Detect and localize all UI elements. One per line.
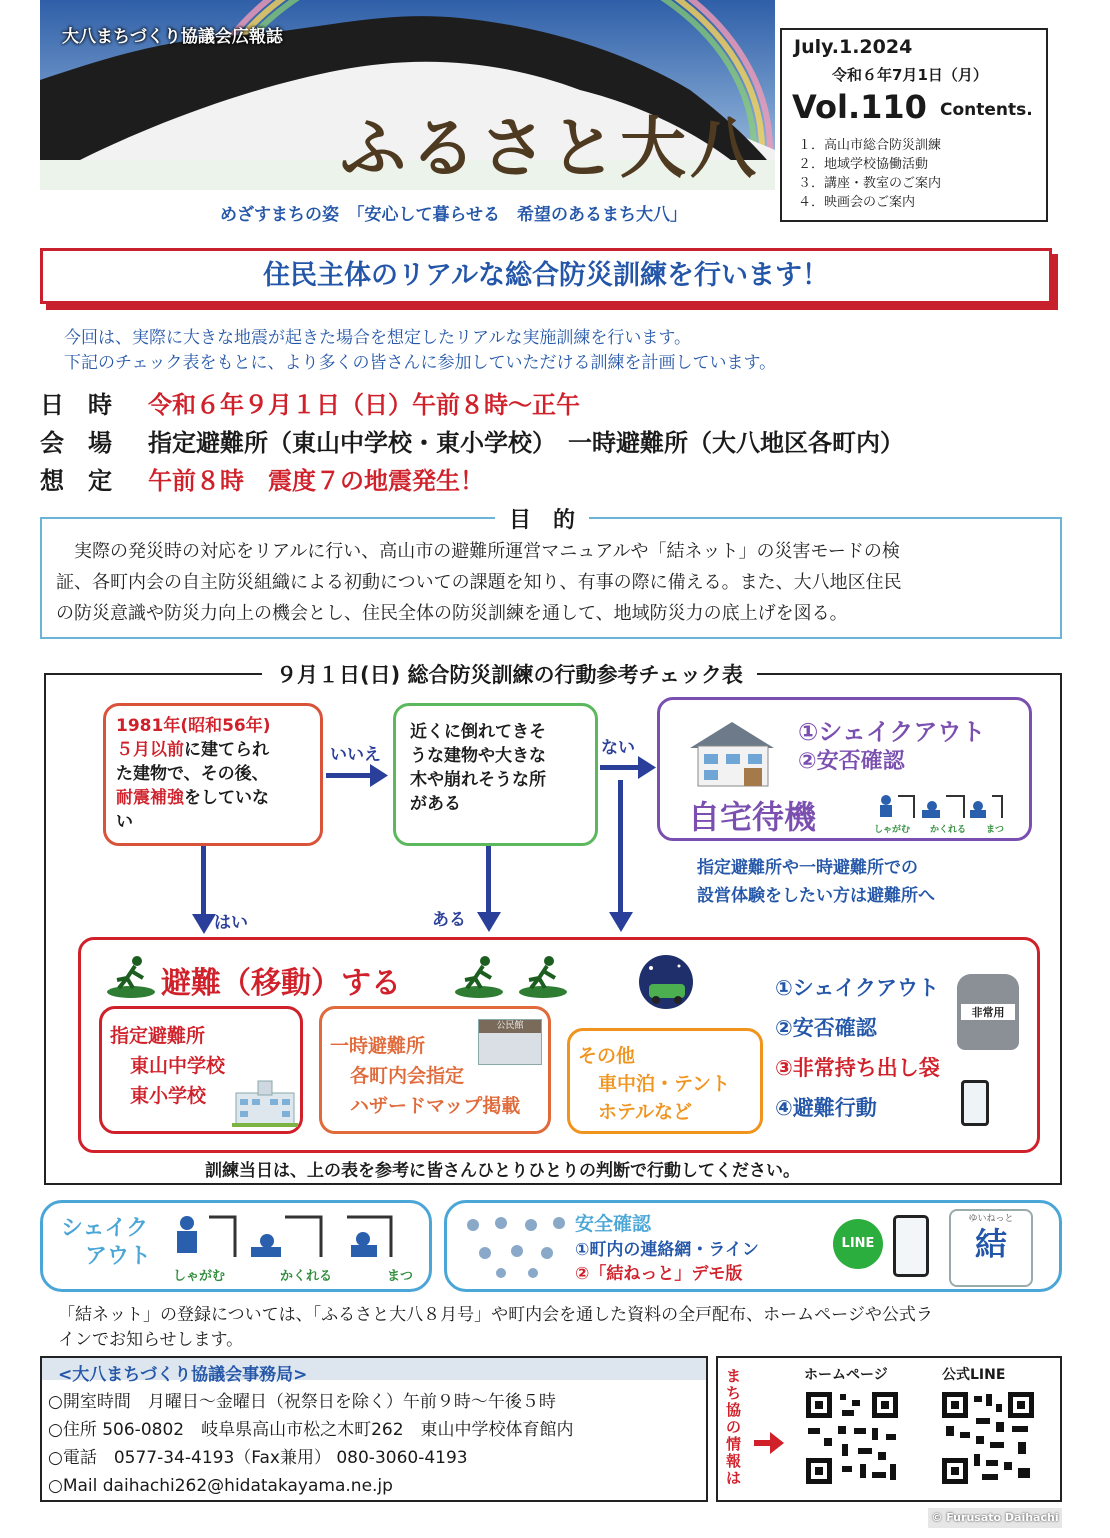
yuinet-char: 結 [974,1225,1007,1263]
home-pose-labels [874,822,1004,835]
event-info [40,386,904,500]
info-label: 日 時 [40,391,112,419]
evac-step: ④避難行動 [775,1096,877,1120]
office-address: ○住所 506-0802 岐阜県高山市松之木町262 東山中学校体育館内 [48,1420,574,1440]
contents-list [798,136,941,212]
community-hall-sign: 公民館 [479,1020,541,1033]
magazine-title: ふるさと大八 [340,109,760,187]
purpose-line: の防災意識や防災力向上の機会とし、住民全体の防災訓練を通して、地域防災力の底上げを図る。 [56,603,848,624]
pose-label: しゃがむ [173,1269,226,1284]
publisher-name: 大八まちづくり協議会広報誌 [62,27,283,47]
info-links-box [716,1356,1062,1502]
homepage-qr-code[interactable] [802,1388,902,1488]
pose-label: まつ [985,825,1004,835]
q2-line: 木や崩れそうな所 [410,770,546,790]
designated-shelter-box [99,1006,303,1134]
stay-home-box [657,697,1032,841]
slogan: めざすまちの姿 「安心して暮らせる 希望のあるまち大八」 [220,205,687,225]
shakeout-panel [40,1200,432,1292]
q1-text: た建物で、その後、 [116,764,269,784]
q1-text: い [116,812,133,832]
intro-line: 今回は、実際に大きな地震が起きた場合を想定したリアルな実施訓練を行います。 [64,328,691,348]
line-qr-code[interactable] [938,1388,1038,1488]
evacuate-title: 避難（移動）する [161,966,401,1001]
contents-item[interactable]: ２．地域学校協働活動 [798,157,929,172]
safety-line-2: ②「結ねっと」デモ版 [575,1264,743,1284]
checklist-footnote: 訓練当日は、上の表を参考に皆さんひとりひとりの判断で行動してください。 [205,1161,800,1181]
q2-line: うな建物や大きな [410,746,546,766]
issue-volume: Vol.110 [792,88,927,126]
q1-month: ５月以前 [116,740,184,760]
issue-info-box [780,28,1048,222]
q2-line: がある [410,794,461,814]
emergency-bag-icon [957,974,1019,1050]
issue-date-jp: 令和６年7月1日（月） [832,66,988,84]
office-email[interactable]: ○Mail daihachi262@hidatakayama.ne.jp [48,1476,393,1496]
contents-item[interactable]: ４．映画会のご案内 [798,195,916,210]
info-label: 会 場 [40,429,112,457]
evac-step: ②安否確認 [775,1016,877,1040]
line-label: 公式LINE [942,1367,1006,1383]
label-none: ない [601,738,635,758]
designated-school-2: 東小学校 [130,1085,207,1107]
yuinet-logo [949,1209,1033,1287]
yuinet-note-line: インでお知らせします。 [58,1330,244,1350]
purpose-line: 証、各町内会の自主防災組織による初動についての課題を知り、有事の際に備える。また、大八地区住民 [56,572,902,593]
home-step-1: ①シェイクアウト [798,718,986,746]
contents-item[interactable]: １．高山市総合防災訓練 [798,138,942,153]
copyright: © Furusato Daihachi [928,1508,1062,1528]
school-building-icon [232,1079,298,1127]
info-row-scenario [40,462,904,500]
question-hazard-nearby [393,703,598,846]
arrow-right-icon [754,1432,786,1454]
evac-step: ③非常持ち出し袋 [775,1056,940,1080]
home-step-2: ②安否確認 [798,749,905,774]
contents-label: Contents. [940,100,1033,120]
headline-banner [40,248,1052,304]
shakeout-poses-icon [167,1211,417,1261]
safety-check-panel [444,1200,1062,1292]
label-no: いいえ [330,745,381,765]
people-network-icon [461,1213,571,1279]
house-icon [686,718,778,788]
pose-label: しゃがむ [874,825,911,835]
info-links-vertical: まち協の情報は [726,1367,742,1487]
evac-step: ①シェイクアウト [775,976,939,1000]
checklist-title: ９月１日(日) 総合防災訓練の行動参考チェック表 [262,659,757,689]
info-row-datetime [40,386,904,424]
info-value: 令和６年９月１日（日）午前８時～正午 [148,391,580,419]
designated-school-1: 東山中学校 [130,1055,226,1077]
question-building-age [103,703,323,846]
home-title: 自宅待機 [688,798,817,836]
q1-text: に建てられ [184,740,269,760]
office-hours: ○開室時間 月曜日～金曜日（祝祭日を除く）午前９時～午後５時 [48,1392,556,1412]
evac-steps [775,968,940,1128]
yuinet-note-line: 「結ネット」の登録については、「ふるさと大八８月号」や町内会を通した資料の全戸配布、ホームページや公式ラ [58,1305,933,1325]
label-yes: はい [214,913,248,933]
temporary-shelter-box [319,1006,551,1134]
car-camping-icon [631,954,701,1010]
pose-label: かくれる [279,1269,332,1284]
purpose-title: 目 的 [495,503,589,534]
office-phone[interactable]: ○電話 0577-34-4193（Fax兼用） 080-3060-4193 [48,1448,468,1468]
q2-line: 近くに倒れてきそ [410,722,546,742]
homepage-label: ホームページ [804,1367,888,1383]
shakeout-title-line: シェイク [61,1216,149,1241]
office-details [48,1388,574,1500]
arrow-right-icon [326,764,390,788]
intro-text [64,326,776,376]
info-row-venue [40,424,904,462]
purpose-text [56,536,902,629]
yuinet-note [58,1303,933,1353]
bag-label: 非常用 [961,1004,1015,1020]
arrow-down-icon [608,780,634,934]
info-value: 指定避難所（東山中学校・東小学校） 一時避難所（大八地区各町内） [148,429,904,457]
issue-date-en: July.1.2024 [794,36,913,58]
arrow-down-icon [476,846,502,934]
label-exists: ある [432,910,466,930]
safety-line-1: ①町内の連絡網・ライン [575,1240,759,1260]
temporary-line-2: ハザードマップ掲載 [350,1095,521,1117]
yuinet-small: ゆいねっと [968,1214,1014,1224]
shakeout-poses-icon [874,792,1004,822]
office-title: <大八まちづくり協議会事務局> [58,1365,308,1385]
running-person-icon [105,954,159,998]
other-title: その他 [578,1045,636,1067]
arrow-right-icon [600,756,658,780]
temporary-title: 一時避難所 [330,1035,426,1057]
contents-item[interactable]: ３．講座・教室のご案内 [798,176,942,191]
pose-label: かくれる [929,825,966,835]
headline: 住民主体のリアルな総合防災訓練を行います！ [263,260,829,291]
home-note-line: 指定避難所や一時避難所での [697,858,918,878]
other-line-2: ホテルなど [598,1101,693,1123]
evacuate-box [78,937,1040,1153]
smartphone-icon [893,1215,929,1277]
q1-retrofit: 耐震補強 [116,788,184,808]
office-box [40,1356,708,1502]
q1-text: をしていな [184,788,269,808]
shakeout-title [61,1215,151,1271]
info-value: 午前８時 震度７の地震発生！ [148,467,484,495]
masthead [40,0,775,235]
community-hall-icon [478,1019,542,1065]
temporary-line-1: 各町内会指定 [350,1065,465,1087]
smartphone-icon [961,1080,989,1126]
q1-year: 1981年(昭和56年) [116,716,271,736]
shakeout-pose-labels [173,1265,413,1284]
home-note [697,854,935,910]
other-shelter-box [567,1028,763,1134]
designated-title: 指定避難所 [110,1025,206,1047]
running-people-icon [453,954,573,998]
home-note-line: 設営体験をしたい方は避難所へ [697,886,935,906]
intro-line: 下記のチェック表をもとに、より多くの皆さんに参加していただける訓練を計画しています。 [64,353,777,373]
info-label: 想 定 [40,467,112,495]
line-app-icon[interactable]: LINE [833,1219,883,1269]
shakeout-title-line: アウト [85,1244,152,1269]
other-line-1: 車中泊・テント [598,1073,731,1095]
purpose-line: 実際の発災時の対応をリアルに行い、高山市の避難所運営マニュアルや「結ネット」の災害モードの検 [56,541,900,562]
safety-title: 安全確認 [575,1213,652,1235]
pose-label: まつ [386,1269,413,1284]
